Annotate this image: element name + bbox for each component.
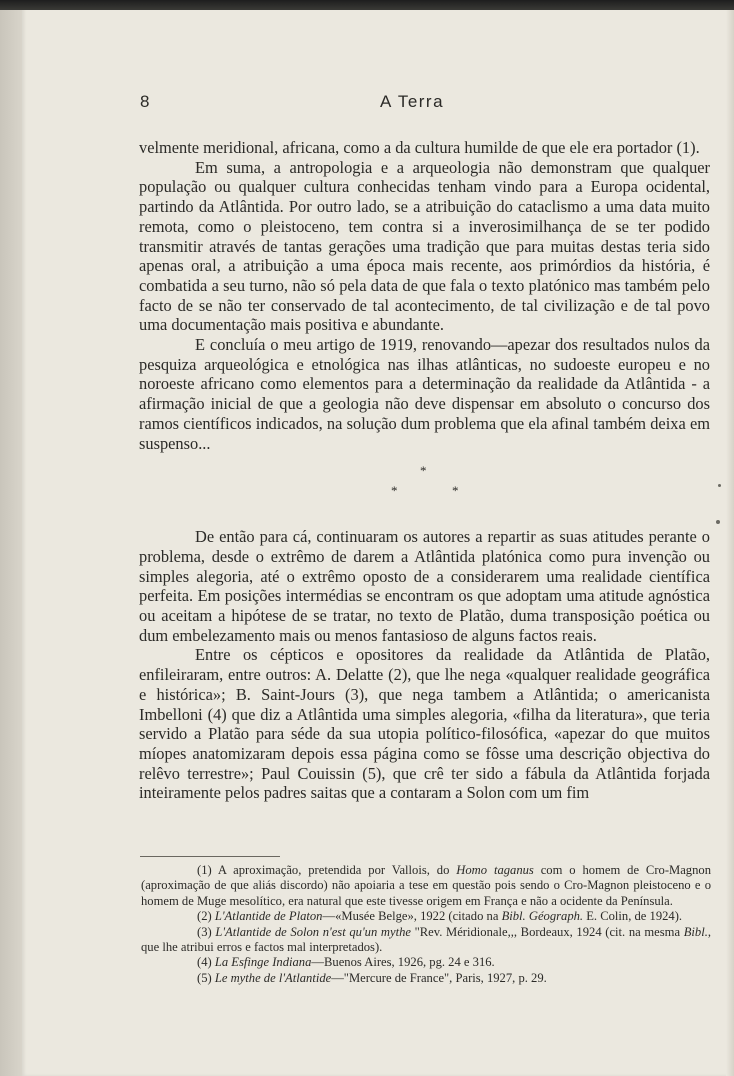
paragraph-2: Em suma, a antropologia e a arqueologia não demonstram que qualquer população ou qualquer cultura conhecidas tenham vindo para a Europa ocidental, partindo da Atlântida. Por outro lado, se a atribuição do cataclismo a uma data muito remota, como o pleistoceno, tem contra si a inverosimilhança de se ter podido transmitir através de tantas gerações uma tradição que para muitas destas teria sido apenas oral, a atribuição a uma época mais recente, aos primórdios da história, é combatida a seu turno, não só pela data de que fala o texto platónico mas também pelo facto de se não ter conservado de tal acontecimento, de tal civilização e de tal povo uma documentação mais positiva e abundante. [139, 157, 710, 335]
running-head: A Terra [380, 92, 445, 111]
asterism-star: * [391, 483, 398, 499]
section-asterism [139, 453, 710, 511]
footnote-5: (5) Le mythe de l'Atlantide—"Mercure de France", Paris, 1927, p. 29. [197, 970, 547, 985]
body-text [139, 138, 710, 803]
footnote-rule [140, 856, 280, 857]
footnotes [141, 863, 711, 986]
paragraph-4: De então para cá, continuaram os autores a repartir as suas atitudes perante o problema, desde o extrêmo de darem a Atlântida platónica como pura invenção ou simples alegoria, até o extrêmo oposto de a considerarem uma realidade científica perfeita. Em posições intermédias se encontram os que adoptam uma atitude agnóstica ou aceitam a hipótese de se tratar, no texto de Platão, duma transposição poética ou dum embelezamento mais ou menos fantasioso de alguns factos reais. [139, 527, 710, 645]
footnote-1: (1) A aproximação, pretendida por Vallois, do Homo taganus com o homem de Cro-Magnon (aproximação de que aliás discordo) não apoiaria a tese em questão pois sendo o Cro-Magnon pleistoceno e o homem de Muge mesolítico, era natural que este tivesse origem em França e não a ocidente da Península. [141, 863, 711, 908]
asterism-star: * [420, 463, 427, 479]
paragraph-1: velmente meridional, africana, como a da cultura humilde de que ele era portador (1). [139, 138, 700, 157]
page-number: 8 [140, 92, 150, 111]
paragraph-3: E concluía o meu artigo de 1919, renovando—apezar dos resultados nulos da pesquiza arqueológica e etnológica nas ilhas atlânticas, no sudoeste europeu e no noroeste africano como elementos para a determinação da realidade da Atlântida - a afirmação inicial de que a geologia não deve dispensar em absoluto o concurso dos ramos científicos indicados, na solução dum problema que ela afinal também deixa em suspenso... [139, 335, 710, 453]
paper-speck [718, 484, 721, 487]
page-gutter [0, 0, 22, 1076]
footnote-3: (3) L'Atlantide de Solon n'est qu'un mythe "Rev. Méridionale,,, Bordeaux, 1924 (cit. na mesma Bibl., que lhe atribui erros e factos mal interpretados). [141, 924, 711, 955]
asterism-star: * [452, 483, 459, 499]
footnote-2: (2) L'Atlantide de Platon—«Musée Belge», 1922 (citado na Bibl. Géograph. E. Colin, de 1924). [197, 909, 683, 924]
scan-top-border [0, 0, 734, 10]
paper-speck [716, 520, 720, 524]
footnote-4: (4) La Esfinge Indiana—Buenos Aires, 1926, pg. 24 e 316. [197, 955, 495, 970]
page-edge [726, 0, 734, 1076]
paragraph-5: Entre os cépticos e opositores da realidade da Atlântida de Platão, enfileiraram, entre outros: A. Delatte (2), que lhe nega «qualquer realidade geográfica e histórica»; B. Saint-Jours (3), que nega tambem a Atlântida; o americanista Imbelloni (4) que diz a Atlântida uma simples alegoria, «filha da literatura», que teria servido a Platão para séde da sua utopia político-filosófica, «apezar do que muitos míopes anatomizaram depois essa página como se fôsse uma descrição objectiva do relêvo terrestre»; Paul Couissin (5), que crê ter sido a fábula da Atlântida forjada inteiramente pelos padres saitas que a contaram a Solon com um fim [139, 645, 710, 803]
page-header [140, 92, 710, 116]
